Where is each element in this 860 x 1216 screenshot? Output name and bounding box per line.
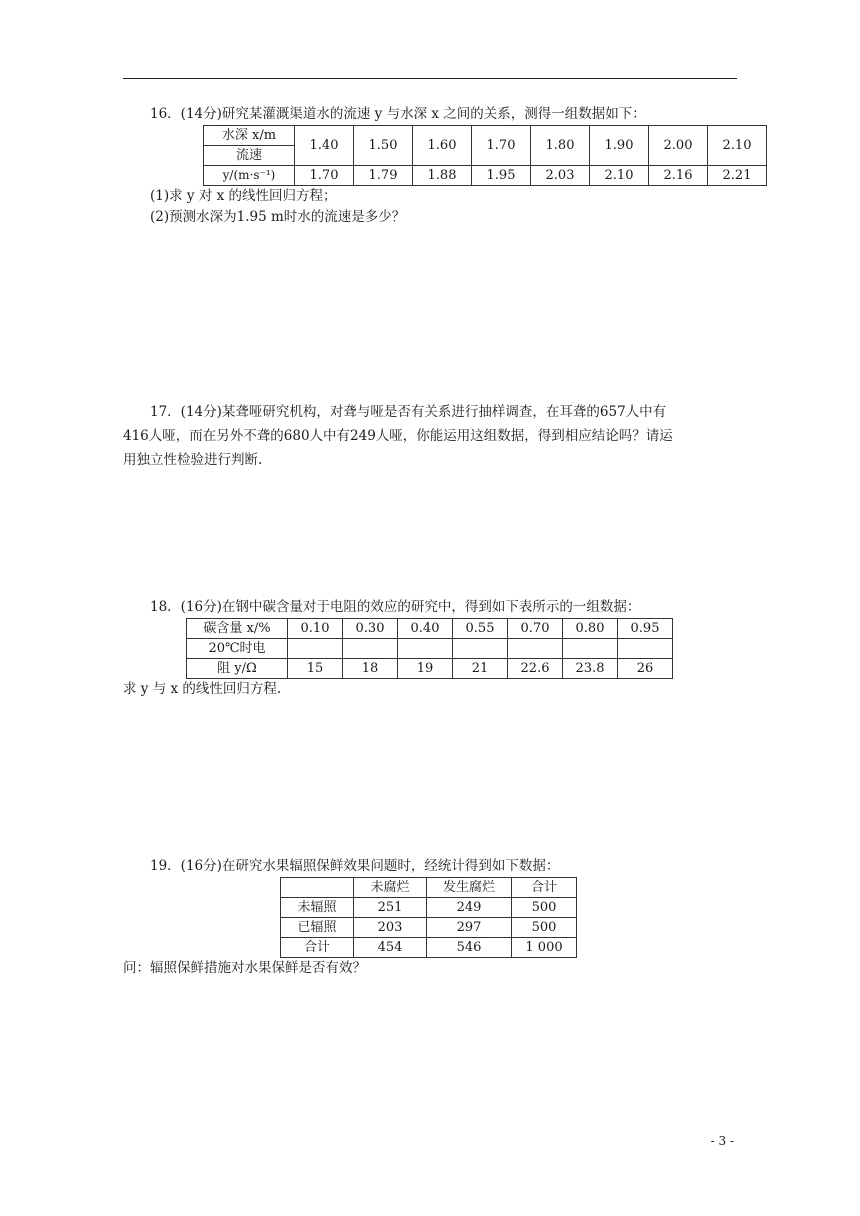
table-cell: 已辐照 — [281, 918, 354, 938]
table-cell: 23.8 — [563, 659, 618, 679]
table-cell: 1 000 — [512, 938, 577, 958]
table-header-cell: 碳含量 x/% — [187, 619, 288, 639]
table-cell: 297 — [427, 918, 512, 938]
table-cell: 500 — [512, 918, 577, 938]
table-header-cell: 发生腐烂 — [427, 878, 512, 898]
q16-stem: 16．(14分)研究某灌溉渠道水的流速 y 与水深 x 之间的关系，测得一组数据如下： — [150, 106, 646, 122]
q18-stem: 18．(16分)在钢中碳含量对于电阻的效应的研究中，得到如下表所示的一组数据： — [150, 599, 641, 615]
table-row — [187, 619, 673, 639]
table-cell: 2.00 — [649, 126, 708, 166]
table-cell: 1.95 — [472, 166, 531, 186]
q19-question: 问：辐照保鲜措施对水果保鲜是否有效？ — [123, 960, 366, 976]
table-cell: 1.60 — [413, 126, 472, 166]
table-cell: 1.80 — [531, 126, 590, 166]
table-cell: 合计 — [281, 938, 354, 958]
table-cell: 0.30 — [343, 619, 398, 639]
question-19 — [123, 856, 577, 979]
table-cell: 0.95 — [618, 619, 673, 639]
table-cell: 249 — [427, 898, 512, 918]
question-18 — [123, 597, 673, 700]
table-cell: 1.40 — [295, 126, 354, 166]
table-cell: 203 — [354, 918, 427, 938]
table-cell: 1.50 — [354, 126, 413, 166]
q16-part2: (2)预测水深为1.95 m时水的流速是多少？ — [150, 209, 406, 225]
table-header-cell — [281, 878, 354, 898]
table-cell: 1.70 — [295, 166, 354, 186]
table-header-cell: y/(m·s⁻¹) — [204, 166, 295, 186]
table-cell: 454 — [354, 938, 427, 958]
table-cell: 0.70 — [508, 619, 563, 639]
q16-part1: (1)求 y 对 x 的线性回归方程； — [150, 188, 337, 204]
table-cell: 500 — [512, 898, 577, 918]
table-cell: 22.6 — [508, 659, 563, 679]
table-cell: 0.10 — [288, 619, 343, 639]
table-cell: 18 — [343, 659, 398, 679]
table-cell: 21 — [453, 659, 508, 679]
table-header-cell: 20℃时电 — [187, 639, 288, 659]
table-cell: 2.16 — [649, 166, 708, 186]
table-cell: 0.80 — [563, 619, 618, 639]
table-row — [281, 898, 577, 918]
table-cell: 15 — [288, 659, 343, 679]
q19-stem: 19．(16分)在研究水果辐照保鲜效果问题时，经统计得到如下数据： — [150, 858, 560, 874]
table-cell: 2.10 — [590, 166, 649, 186]
table-cell: 2.03 — [531, 166, 590, 186]
table-cell: 1.90 — [590, 126, 649, 166]
table-header-cell: 合计 — [512, 878, 577, 898]
table-row — [281, 918, 577, 938]
table-row — [187, 639, 673, 659]
table-header-cell: 水深 x/m — [204, 126, 295, 146]
header-rule — [123, 78, 737, 79]
table-header-cell: 未腐烂 — [354, 878, 427, 898]
table-cell: 2.21 — [708, 166, 767, 186]
q16-table — [203, 125, 767, 186]
page-number: - 3 - — [710, 1134, 734, 1148]
q18-table — [186, 618, 673, 679]
table-cell: 1.79 — [354, 166, 413, 186]
q17-line1: 17．(14分)某聋哑研究机构，对聋与哑是否有关系进行抽样调查，在耳聋的657人中有 — [150, 404, 667, 420]
table-cell: 0.55 — [453, 619, 508, 639]
table-row — [281, 878, 577, 898]
table-cell: 0.40 — [398, 619, 453, 639]
table-row — [281, 938, 577, 958]
table-row — [204, 166, 767, 186]
table-cell: 251 — [354, 898, 427, 918]
table-header-cell: 阻 y/Ω — [187, 659, 288, 679]
table-cell: 1.70 — [472, 126, 531, 166]
question-17 — [123, 400, 730, 472]
q17-line2: 416人哑，而在另外不聋的680人中有249人哑，你能运用这组数据，得到相应结论吗？请运 — [123, 428, 673, 444]
table-cell: 546 — [427, 938, 512, 958]
table-cell: 2.10 — [708, 126, 767, 166]
question-16 — [150, 104, 767, 228]
table-cell: 1.88 — [413, 166, 472, 186]
table-header-cell: 流速 — [204, 146, 295, 166]
table-row — [187, 659, 673, 679]
table-cell: 26 — [618, 659, 673, 679]
table-row — [204, 126, 767, 146]
table-cell: 19 — [398, 659, 453, 679]
table-cell: 未辐照 — [281, 898, 354, 918]
q18-question: 求 y 与 x 的线性回归方程. — [123, 681, 282, 697]
q19-table — [280, 877, 577, 958]
q17-line3: 用独立性检验进行判断. — [123, 452, 263, 468]
